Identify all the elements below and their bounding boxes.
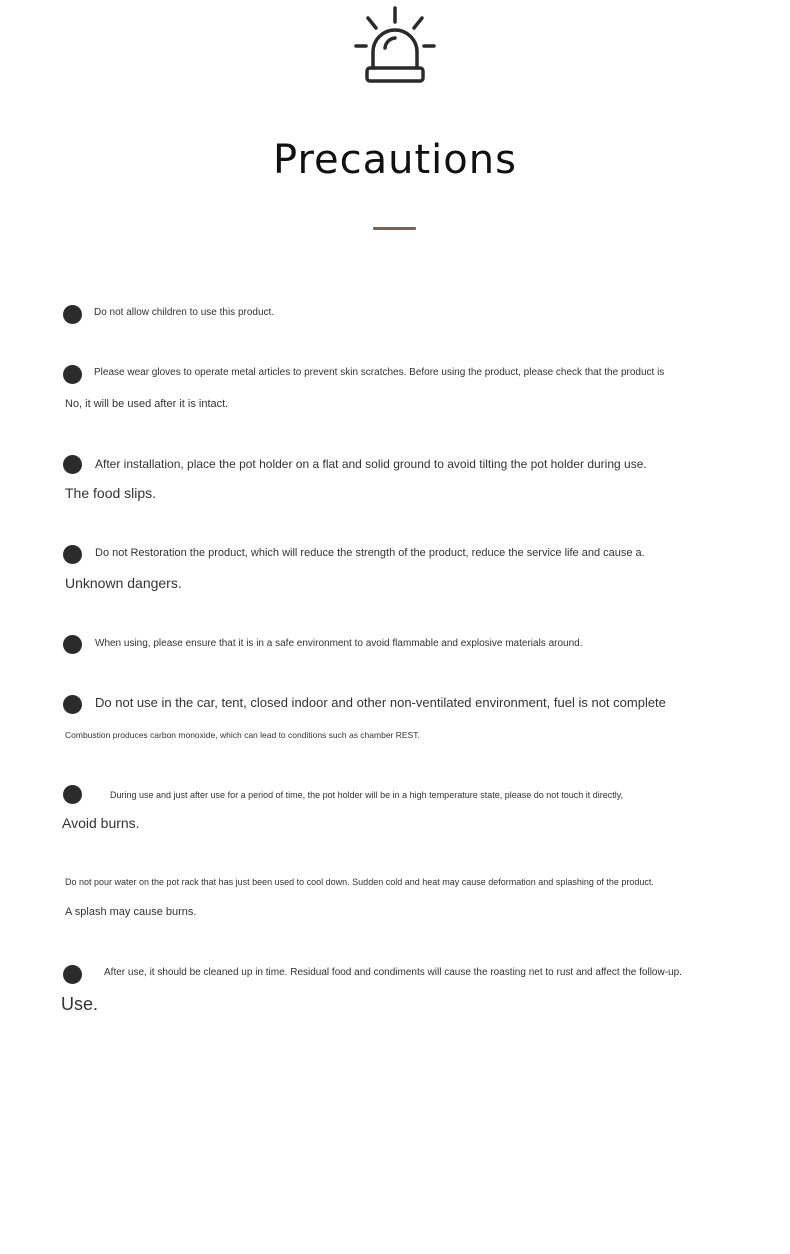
precaution-item-7-line-2: Avoid burns. — [62, 815, 140, 831]
bullet-dot — [63, 305, 82, 324]
precaution-item-9-line-1: After use, it should be cleaned up in time. Residual food and condiments will cause the roasting net to rust and affect the follow-up. — [104, 967, 682, 978]
precaution-item-6-line-1: Do not use in the car, tent, closed indoor and other non-ventilated environment, fuel is not complete — [95, 695, 666, 710]
bullet-dot — [63, 365, 82, 384]
precaution-item-2-line-2: No, it will be used after it is intact. — [65, 398, 229, 410]
bullet-dot — [63, 785, 82, 804]
precaution-item-3-line-2: The food slips. — [65, 485, 157, 501]
precaution-item-7-line-1: During use and just after use for a period of time, the pot holder will be in a high temperature state, please do not touch it directly, — [110, 790, 624, 800]
title-divider — [373, 227, 416, 230]
precaution-item-4-line-1: Do not Restoration the product, which will reduce the strength of the product, reduce the service life and cause a. — [95, 547, 645, 559]
alarm-siren-icon — [352, 4, 438, 86]
precaution-item-5-line-1: When using, please ensure that it is in a safe environment to avoid flammable and explosive materials around. — [95, 638, 583, 649]
precaution-item-8-line-2: A splash may cause burns. — [65, 906, 197, 918]
bullet-dot — [63, 635, 82, 654]
precaution-item-2-line-1: Please wear gloves to operate metal articles to prevent skin scratches. Before using the product, please check that the product is — [94, 367, 665, 378]
precaution-item-1-line-1: Do not allow children to use this product. — [94, 307, 275, 318]
bullet-dot — [63, 455, 82, 474]
precaution-item-4-line-2: Unknown dangers. — [65, 575, 182, 591]
bullet-dot — [63, 695, 82, 714]
precaution-item-9-line-2: Use. — [61, 994, 99, 1014]
precaution-item-6-line-2: Combustion produces carbon monoxide, which can lead to conditions such as chamber REST. — [65, 730, 420, 740]
precaution-item-3-line-1: After installation, place the pot holder on a flat and solid ground to avoid tilting the pot holder during use. — [95, 457, 647, 471]
bullet-dot — [63, 545, 82, 564]
page-title: Precautions — [273, 137, 517, 183]
precaution-item-8-line-1: Do not pour water on the pot rack that has just been used to cool down. Sudden cold and heat may cause deformation and splashing of the product. — [65, 877, 654, 887]
bullet-dot — [63, 965, 82, 984]
